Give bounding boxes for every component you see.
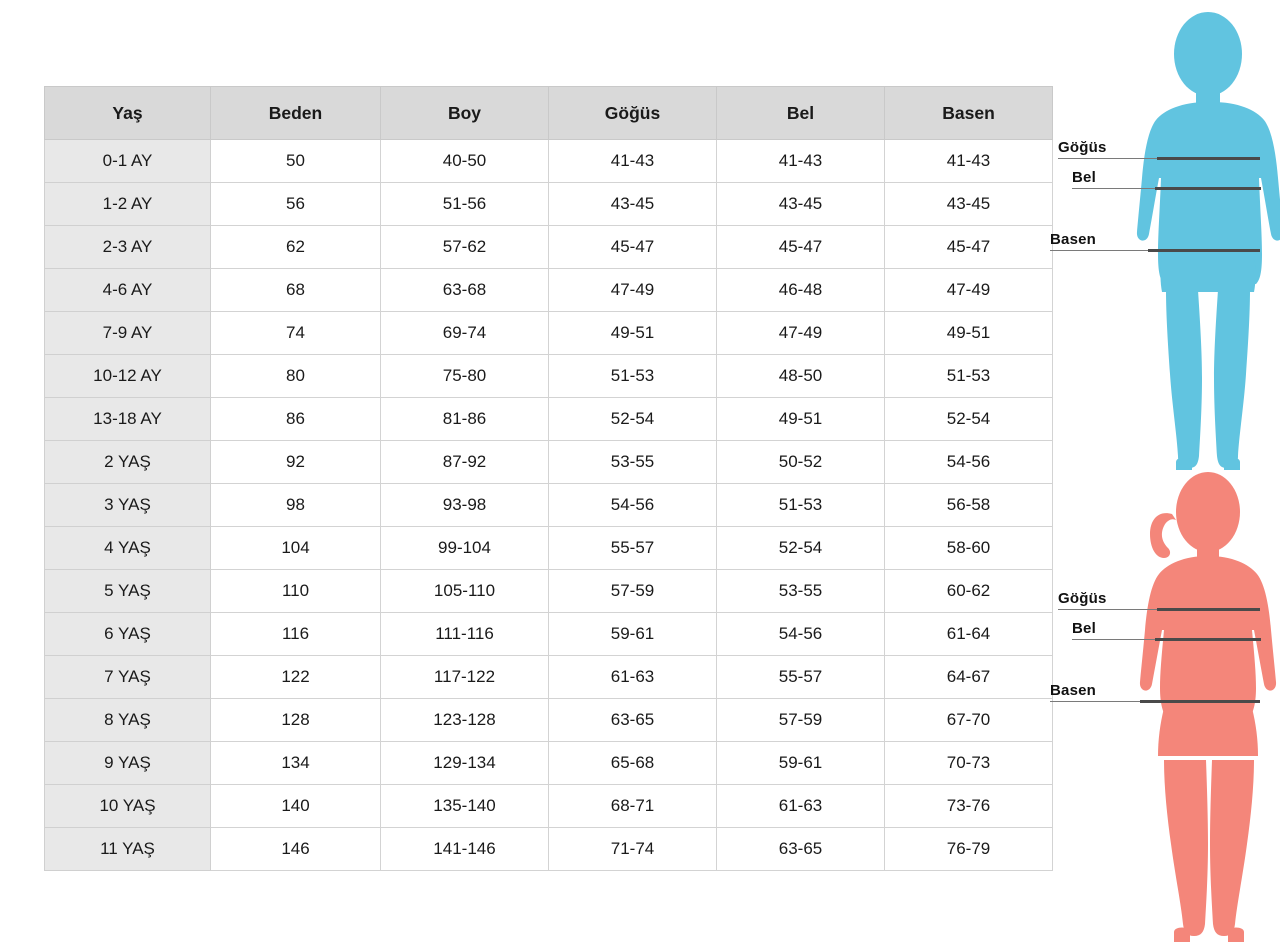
cell-basen: 76-79 (885, 828, 1053, 871)
table-row (45, 140, 1053, 183)
cell-beden: 146 (211, 828, 381, 871)
table-header (45, 87, 1053, 140)
cell-age: 7 YAŞ (45, 656, 211, 699)
cell-boy: 111-116 (381, 613, 549, 656)
cell-boy: 117-122 (381, 656, 549, 699)
table-row (45, 355, 1053, 398)
cell-basen: 73-76 (885, 785, 1053, 828)
cell-basen: 58-60 (885, 527, 1053, 570)
cell-boy: 93-98 (381, 484, 549, 527)
column-header-gogus: Göğüs (549, 87, 717, 140)
cell-boy: 141-146 (381, 828, 549, 871)
table-row (45, 570, 1053, 613)
cell-bel: 57-59 (717, 699, 885, 742)
cell-beden: 68 (211, 269, 381, 312)
cell-basen: 52-54 (885, 398, 1053, 441)
boy-chest-label: Göğüs (1058, 139, 1107, 156)
cell-beden: 50 (211, 140, 381, 183)
cell-age: 9 YAŞ (45, 742, 211, 785)
cell-bel: 49-51 (717, 398, 885, 441)
cell-boy: 69-74 (381, 312, 549, 355)
cell-beden: 56 (211, 183, 381, 226)
table-row (45, 441, 1053, 484)
column-header-basen: Basen (885, 87, 1053, 140)
cell-age: 10 YAŞ (45, 785, 211, 828)
column-header-bel: Bel (717, 87, 885, 140)
cell-boy: 123-128 (381, 699, 549, 742)
cell-bel: 51-53 (717, 484, 885, 527)
cell-basen: 54-56 (885, 441, 1053, 484)
cell-gogus: 65-68 (549, 742, 717, 785)
cell-basen: 47-49 (885, 269, 1053, 312)
cell-basen: 67-70 (885, 699, 1053, 742)
boy-hip-label: Basen (1050, 231, 1097, 248)
cell-age: 1-2 AY (45, 183, 211, 226)
cell-boy: 75-80 (381, 355, 549, 398)
girl-chest-measure-line (1157, 608, 1260, 611)
cell-age: 6 YAŞ (45, 613, 211, 656)
size-table-container (44, 86, 1052, 871)
cell-boy: 63-68 (381, 269, 549, 312)
girl-waist-measure-line (1155, 638, 1261, 641)
cell-beden: 92 (211, 441, 381, 484)
girl-hip-label: Basen (1050, 682, 1097, 699)
cell-age: 2-3 AY (45, 226, 211, 269)
boy-figure-block (1040, 6, 1280, 476)
table-row (45, 226, 1053, 269)
cell-bel: 50-52 (717, 441, 885, 484)
girl-body-figure (1040, 470, 1280, 948)
cell-gogus: 49-51 (549, 312, 717, 355)
table-row (45, 785, 1053, 828)
cell-basen: 60-62 (885, 570, 1053, 613)
table-row (45, 656, 1053, 699)
cell-age: 4-6 AY (45, 269, 211, 312)
table-row (45, 183, 1053, 226)
table-row (45, 484, 1053, 527)
cell-beden: 122 (211, 656, 381, 699)
cell-gogus: 43-45 (549, 183, 717, 226)
cell-basen: 43-45 (885, 183, 1053, 226)
cell-basen: 45-47 (885, 226, 1053, 269)
table-row (45, 312, 1053, 355)
cell-gogus: 45-47 (549, 226, 717, 269)
cell-beden: 104 (211, 527, 381, 570)
cell-beden: 134 (211, 742, 381, 785)
cell-gogus: 55-57 (549, 527, 717, 570)
cell-beden: 74 (211, 312, 381, 355)
cell-beden: 116 (211, 613, 381, 656)
cell-basen: 41-43 (885, 140, 1053, 183)
cell-gogus: 61-63 (549, 656, 717, 699)
boy-chest-measure-line (1157, 157, 1260, 160)
cell-bel: 63-65 (717, 828, 885, 871)
table-row (45, 613, 1053, 656)
girl-chest-label: Göğüs (1058, 590, 1107, 607)
boy-hip-measure-line (1148, 249, 1260, 252)
cell-bel: 61-63 (717, 785, 885, 828)
cell-age: 10-12 AY (45, 355, 211, 398)
cell-basen: 56-58 (885, 484, 1053, 527)
cell-age: 0-1 AY (45, 140, 211, 183)
cell-gogus: 54-56 (549, 484, 717, 527)
girl-waist-label: Bel (1072, 620, 1096, 637)
cell-gogus: 63-65 (549, 699, 717, 742)
cell-age: 3 YAŞ (45, 484, 211, 527)
cell-beden: 86 (211, 398, 381, 441)
boy-waist-measure-line (1155, 187, 1261, 190)
cell-bel: 48-50 (717, 355, 885, 398)
cell-age: 13-18 AY (45, 398, 211, 441)
cell-basen: 61-64 (885, 613, 1053, 656)
cell-age: 2 YAŞ (45, 441, 211, 484)
cell-boy: 129-134 (381, 742, 549, 785)
cell-age: 7-9 AY (45, 312, 211, 355)
table-row (45, 699, 1053, 742)
cell-age: 8 YAŞ (45, 699, 211, 742)
cell-boy: 135-140 (381, 785, 549, 828)
boy-waist-label: Bel (1072, 169, 1096, 186)
cell-gogus: 41-43 (549, 140, 717, 183)
cell-boy: 81-86 (381, 398, 549, 441)
cell-beden: 110 (211, 570, 381, 613)
cell-age: 11 YAŞ (45, 828, 211, 871)
cell-gogus: 51-53 (549, 355, 717, 398)
cell-bel: 59-61 (717, 742, 885, 785)
table-header-row (45, 87, 1053, 140)
cell-gogus: 59-61 (549, 613, 717, 656)
cell-beden: 62 (211, 226, 381, 269)
cell-bel: 41-43 (717, 140, 885, 183)
cell-bel: 53-55 (717, 570, 885, 613)
cell-bel: 45-47 (717, 226, 885, 269)
cell-boy: 40-50 (381, 140, 549, 183)
cell-basen: 49-51 (885, 312, 1053, 355)
cell-bel: 46-48 (717, 269, 885, 312)
cell-boy: 87-92 (381, 441, 549, 484)
column-header-age: Yaş (45, 87, 211, 140)
column-header-beden: Beden (211, 87, 381, 140)
table-row (45, 398, 1053, 441)
table-row (45, 269, 1053, 312)
table-row (45, 828, 1053, 871)
cell-boy: 105-110 (381, 570, 549, 613)
cell-gogus: 71-74 (549, 828, 717, 871)
cell-bel: 47-49 (717, 312, 885, 355)
cell-gogus: 52-54 (549, 398, 717, 441)
cell-gogus: 53-55 (549, 441, 717, 484)
girl-figure-block (1040, 470, 1280, 948)
cell-bel: 55-57 (717, 656, 885, 699)
body-figures-panel (1040, 0, 1280, 948)
table-row (45, 742, 1053, 785)
cell-boy: 57-62 (381, 226, 549, 269)
cell-basen: 64-67 (885, 656, 1053, 699)
cell-age: 5 YAŞ (45, 570, 211, 613)
cell-gogus: 57-59 (549, 570, 717, 613)
cell-beden: 80 (211, 355, 381, 398)
cell-basen: 51-53 (885, 355, 1053, 398)
cell-boy: 51-56 (381, 183, 549, 226)
cell-gogus: 68-71 (549, 785, 717, 828)
table-row (45, 527, 1053, 570)
cell-basen: 70-73 (885, 742, 1053, 785)
cell-beden: 128 (211, 699, 381, 742)
girl-hip-measure-line (1140, 700, 1260, 703)
cell-gogus: 47-49 (549, 269, 717, 312)
cell-bel: 43-45 (717, 183, 885, 226)
cell-boy: 99-104 (381, 527, 549, 570)
column-header-boy: Boy (381, 87, 549, 140)
table-body (45, 140, 1053, 871)
cell-bel: 54-56 (717, 613, 885, 656)
cell-age: 4 YAŞ (45, 527, 211, 570)
cell-beden: 140 (211, 785, 381, 828)
cell-beden: 98 (211, 484, 381, 527)
size-table (44, 86, 1053, 871)
cell-bel: 52-54 (717, 527, 885, 570)
